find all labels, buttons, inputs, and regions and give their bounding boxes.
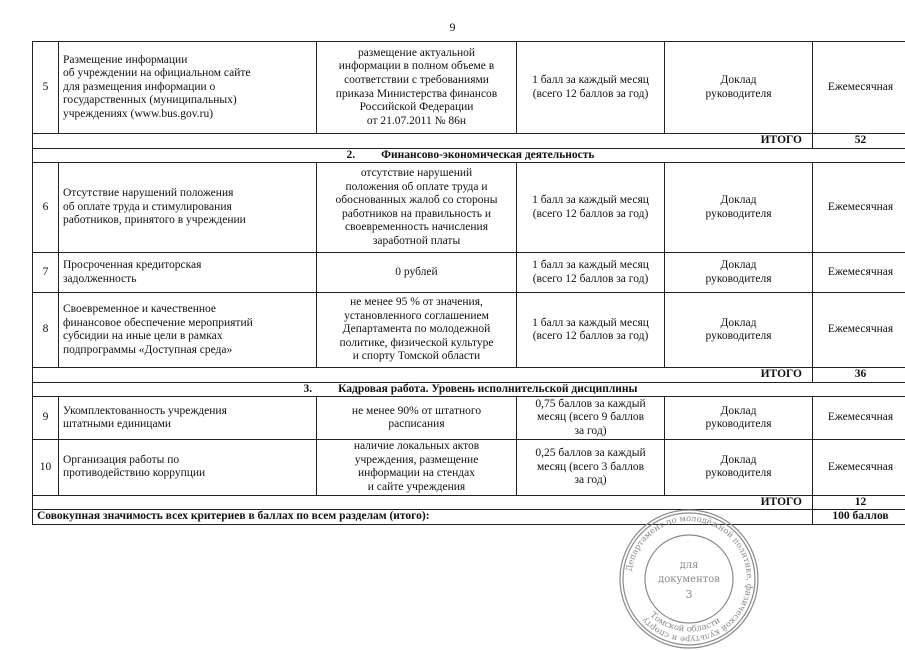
report-period: Ежемесячная [813,163,905,253]
total-value: 52 [813,134,905,149]
stamp-center-number: 3 [686,588,693,601]
criterion-number: 8 [33,293,59,368]
criterion-score: 0,75 баллов за каждый месяц (всего 9 баллов за год) [517,397,665,440]
criterion-target: 0 рублей [317,253,517,293]
table-row [33,253,905,293]
report-period: Ежемесячная [813,440,905,495]
page-number: 9 [0,20,905,35]
criterion-score: 0,25 баллов за каждый месяц (всего 3 баллов за год) [517,440,665,495]
table-row [33,42,905,134]
table-row [33,397,905,440]
criterion-number: 9 [33,397,59,440]
total-label: ИТОГО [33,134,813,149]
section-number: 3. [303,383,312,397]
criteria-table [32,41,905,525]
criterion-name: Своевременное и качественное финансовое обеспечение мероприятий субсидии на иные цели в рамках подпрограммы «Доступная среда» [59,293,317,368]
report-form: Доклад руководителя [665,440,813,495]
criterion-number: 7 [33,253,59,293]
section-header [33,382,905,397]
table-row [33,293,905,368]
criterion-score: 1 балл за каждый месяц (всего 12 баллов за год) [517,42,665,134]
criterion-name: Отсутствие нарушений положения об оплате труда и стимулирования работников, принятого в учреждении [59,163,317,253]
report-period: Ежемесячная [813,253,905,293]
grand-total-value: 100 баллов [813,510,905,525]
report-period: Ежемесячная [813,42,905,134]
section-header-row [33,382,905,397]
section-title: Кадровая работа. Уровень исполнительской дисциплины [338,383,637,395]
total-label: ИТОГО [33,368,813,383]
report-form: Доклад руководителя [665,163,813,253]
section-header [33,148,905,163]
total-row [33,134,905,149]
criterion-target: отсутствие нарушений положения об оплате труда и обоснованных жалоб со стороны работников на правильность и своевременность начисления заработной платы [317,163,517,253]
criterion-target: не менее 95 % от значения, установленного соглашением Департамента по молодежной политике, физической культуре и спорту Томской области [317,293,517,368]
criterion-name: Укомплектованность учреждения штатными единицами [59,397,317,440]
section-title: Финансово-экономическая деятельность [381,149,594,161]
stamp-center-line2: документов [658,574,720,585]
report-form: Доклад руководителя [665,42,813,134]
grand-total-label: Совокупная значимость всех критериев в баллах по всем разделам (итого): [33,510,813,525]
criterion-target: размещение актуальной информации в полном объеме в соответствии с требованиями приказа Министерства финансов Российской Федерации от 21.07.2011 № 86н [317,42,517,134]
criterion-name: Организация работы по противодействию коррупции [59,440,317,495]
table-row [33,163,905,253]
criterion-number: 10 [33,440,59,495]
official-stamp [618,508,760,650]
criterion-number: 5 [33,42,59,134]
report-form: Доклад руководителя [665,293,813,368]
section-number: 2. [347,149,356,163]
section-header-row [33,148,905,163]
stamp-center-line1: для [680,560,699,571]
stamp-ring-text: Департамент по молодёжной политике, физической культуре и спорту [623,513,755,645]
criterion-name: Размещение информации об учреждении на официальном сайте для размещения информации о государственных (муниципальных) учреждениях (www.bus.gov.ru) [59,42,317,134]
report-period: Ежемесячная [813,293,905,368]
criterion-target: наличие локальных актов учреждения, размещение информации на стендах и сайте учреждения [317,440,517,495]
criteria-table-body [33,42,905,525]
total-value: 36 [813,368,905,383]
criterion-score: 1 балл за каждый месяц (всего 12 баллов за год) [517,253,665,293]
criterion-number: 6 [33,163,59,253]
total-label: ИТОГО [33,495,813,510]
report-period: Ежемесячная [813,397,905,440]
criterion-score: 1 балл за каждый месяц (всего 12 баллов за год) [517,163,665,253]
table-row [33,440,905,495]
grand-total-row [33,510,905,525]
criterion-name: Просроченная кредиторская задолженность [59,253,317,293]
criterion-target: не менее 90% от штатного расписания [317,397,517,440]
criterion-score: 1 балл за каждый месяц (всего 12 баллов за год) [517,293,665,368]
total-row [33,368,905,383]
report-form: Доклад руководителя [665,397,813,440]
report-form: Доклад руководителя [665,253,813,293]
total-value: 12 [813,495,905,510]
total-row [33,495,905,510]
stamp-bottom-text: Томской области [648,610,723,634]
